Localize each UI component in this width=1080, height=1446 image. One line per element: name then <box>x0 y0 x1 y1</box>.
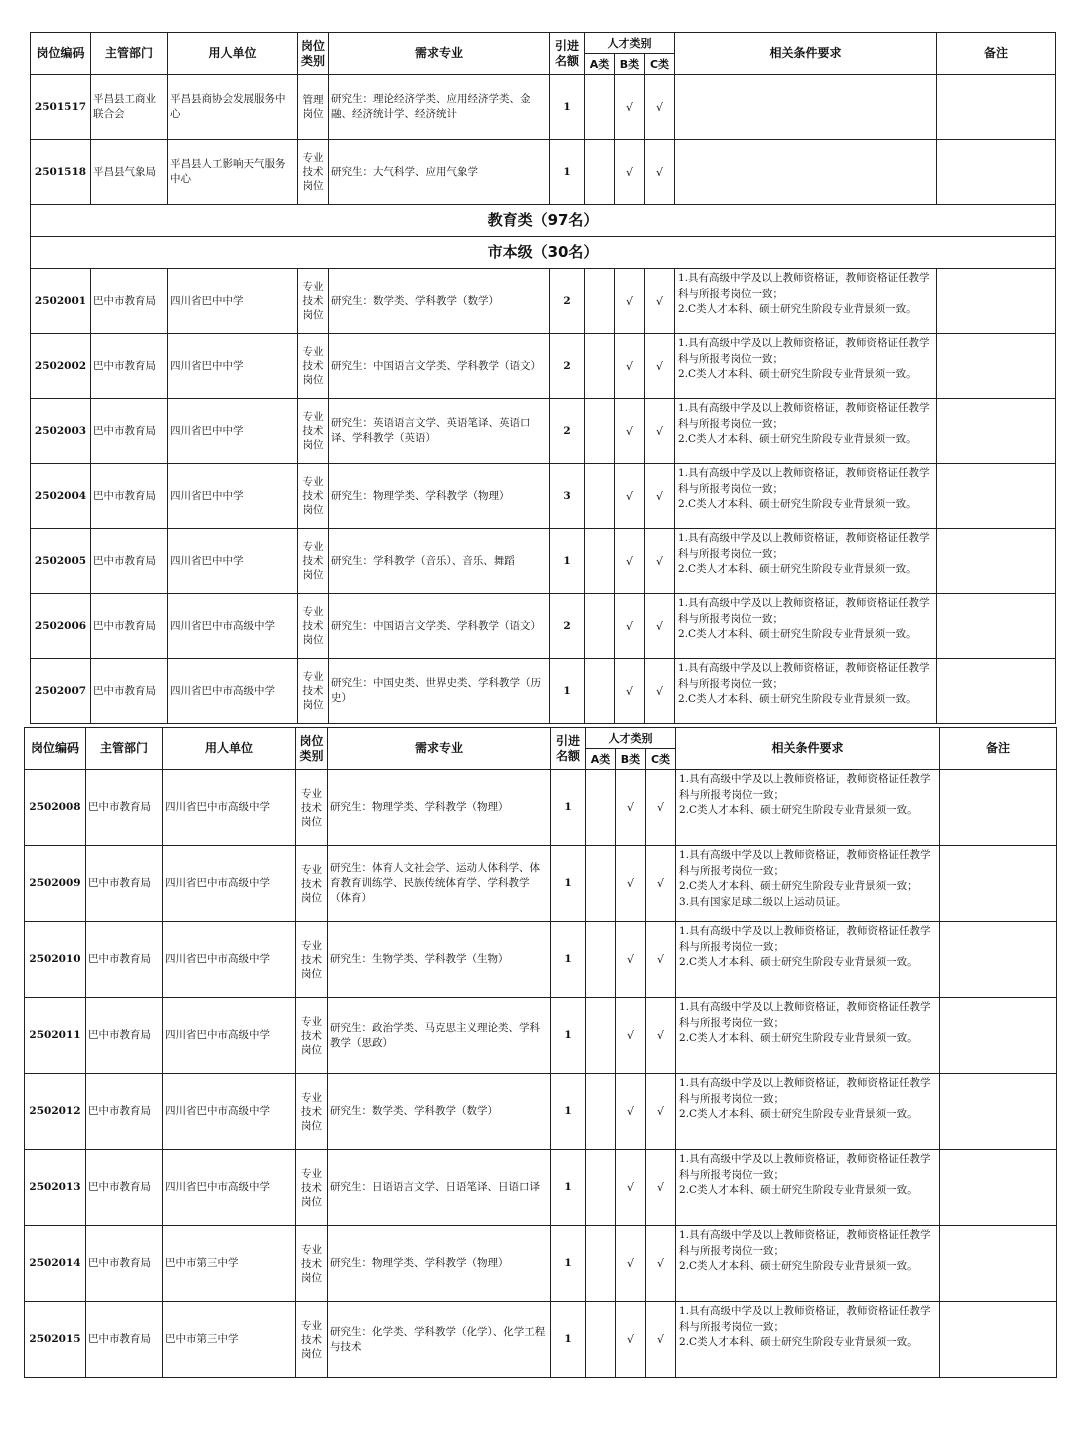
job-table-page-2 <box>24 727 1057 1378</box>
cat-a-cell <box>586 998 616 1074</box>
employer: 四川省巴中中学 <box>168 529 298 594</box>
post-type: 专业技术岗位 <box>296 770 328 846</box>
cat-b-check: √ <box>615 269 645 334</box>
post-type: 专业技术岗位 <box>298 399 329 464</box>
quota: 2 <box>550 399 585 464</box>
cat-b-check: √ <box>615 529 645 594</box>
conditions: 1.具有高级中学及以上教师资格证，教师资格证任教学科与所报考岗位一致； 2.C类人才本科、硕士研究生阶段专业背景须一致。 <box>676 922 940 998</box>
remarks <box>937 464 1056 529</box>
cat-c-check: √ <box>646 1074 676 1150</box>
major: 研究生：理论经济学类、应用经济学类、金融、经济统计学、经济统计 <box>329 75 550 140</box>
dept: 巴中市教育局 <box>86 1150 163 1226</box>
header-talent: 人才类别 <box>586 728 676 749</box>
cat-a-cell <box>585 594 615 659</box>
dept: 巴中市教育局 <box>86 846 163 922</box>
table-row <box>25 770 1057 846</box>
conditions: 1.具有高级中学及以上教师资格证，教师资格证任教学科与所报考岗位一致； 2.C类人才本科、硕士研究生阶段专业背景须一致。 <box>676 770 940 846</box>
major: 研究生：数学类、学科教学（数学） <box>328 1074 551 1150</box>
conditions: 1.具有高级中学及以上教师资格证，教师资格证任教学科与所报考岗位一致； 2.C类人才本科、硕士研究生阶段专业背景须一致。 <box>676 1150 940 1226</box>
post-code: 2502011 <box>25 998 86 1074</box>
post-type: 专业技术岗位 <box>296 1302 328 1378</box>
header-major: 需求专业 <box>329 33 550 75</box>
cat-b-check: √ <box>615 140 645 205</box>
post-code: 2502013 <box>25 1150 86 1226</box>
conditions: 1.具有高级中学及以上教师资格证，教师资格证任教学科与所报考岗位一致； 2.C类人才本科、硕士研究生阶段专业背景须一致。 <box>675 659 937 724</box>
cat-c-check: √ <box>646 770 676 846</box>
conditions: 1.具有高级中学及以上教师资格证，教师资格证任教学科与所报考岗位一致； 2.C类人才本科、硕士研究生阶段专业背景须一致。 <box>675 399 937 464</box>
dept: 巴中市教育局 <box>91 399 168 464</box>
post-type: 专业技术岗位 <box>298 594 329 659</box>
cat-b-check: √ <box>615 659 645 724</box>
major: 研究生：中国语言文学类、学科教学（语文） <box>329 334 550 399</box>
dept: 巴中市教育局 <box>91 269 168 334</box>
quota: 2 <box>550 334 585 399</box>
dept: 巴中市教育局 <box>91 659 168 724</box>
post-code: 2502001 <box>31 269 91 334</box>
quota: 1 <box>550 75 585 140</box>
post-code: 2501517 <box>31 75 91 140</box>
cat-b-check: √ <box>616 770 646 846</box>
cat-a-cell <box>585 334 615 399</box>
employer: 四川省巴中中学 <box>168 464 298 529</box>
conditions: 1.具有高级中学及以上教师资格证，教师资格证任教学科与所报考岗位一致； 2.C类人才本科、硕士研究生阶段专业背景须一致。 <box>676 1074 940 1150</box>
cat-b-check: √ <box>615 334 645 399</box>
quota: 1 <box>551 846 586 922</box>
post-type: 专业技术岗位 <box>296 1150 328 1226</box>
cat-b-check: √ <box>615 594 645 659</box>
dept: 巴中市教育局 <box>86 1302 163 1378</box>
cat-a-cell <box>586 922 616 998</box>
quota: 1 <box>551 1302 586 1378</box>
header-conditions: 相关条件要求 <box>675 33 937 75</box>
employer: 四川省巴中中学 <box>168 269 298 334</box>
dept: 巴中市教育局 <box>86 922 163 998</box>
employer: 四川省巴中市高级中学 <box>163 846 296 922</box>
remarks <box>937 140 1056 205</box>
dept: 巴中市教育局 <box>86 1074 163 1150</box>
cat-c-check: √ <box>645 529 675 594</box>
cat-a-cell <box>586 1302 616 1378</box>
dept: 巴中市教育局 <box>91 529 168 594</box>
post-type: 管理岗位 <box>298 75 329 140</box>
table-row <box>25 1074 1057 1150</box>
conditions: 1.具有高级中学及以上教师资格证，教师资格证任教学科与所报考岗位一致； 2.C类人才本科、硕士研究生阶段专业背景须一致。 <box>675 464 937 529</box>
major: 研究生：学科教学（音乐）、音乐、舞蹈 <box>329 529 550 594</box>
post-code: 2502015 <box>25 1302 86 1378</box>
cat-a-cell <box>586 846 616 922</box>
header-code: 岗位编码 <box>25 728 86 770</box>
dept: 巴中市教育局 <box>91 594 168 659</box>
quota: 1 <box>551 1226 586 1302</box>
cat-b-check: √ <box>616 846 646 922</box>
cat-b-check: √ <box>616 1074 646 1150</box>
cat-c-check: √ <box>646 846 676 922</box>
employer: 四川省巴中市高级中学 <box>168 659 298 724</box>
cat-a-cell <box>585 659 615 724</box>
table-row <box>31 464 1056 529</box>
remarks <box>937 269 1056 334</box>
header-dept: 主管部门 <box>86 728 163 770</box>
header-major: 需求专业 <box>328 728 551 770</box>
cat-b-check: √ <box>616 1150 646 1226</box>
header-post-type: 岗位类别 <box>298 33 329 75</box>
major: 研究生：政治学类、马克思主义理论类、学科教学（思政） <box>328 998 551 1074</box>
cat-b-check: √ <box>616 998 646 1074</box>
cat-c-check: √ <box>645 75 675 140</box>
post-type: 专业技术岗位 <box>298 269 329 334</box>
post-code: 2502010 <box>25 922 86 998</box>
cat-c-check: √ <box>646 1226 676 1302</box>
employer: 巴中市第三中学 <box>163 1226 296 1302</box>
major: 研究生：物理学类、学科教学（物理） <box>329 464 550 529</box>
header-code: 岗位编码 <box>31 33 91 75</box>
quota: 1 <box>550 140 585 205</box>
cat-c-check: √ <box>646 1302 676 1378</box>
post-type: 专业技术岗位 <box>296 998 328 1074</box>
employer: 平昌县商协会发展服务中心 <box>168 75 298 140</box>
conditions: 1.具有高级中学及以上教师资格证，教师资格证任教学科与所报考岗位一致； 2.C类人才本科、硕士研究生阶段专业背景须一致； 3.具有国家足球二级以上运动员证。 <box>676 846 940 922</box>
post-code: 2501518 <box>31 140 91 205</box>
header-unit: 用人单位 <box>168 33 298 75</box>
cat-a-cell <box>585 529 615 594</box>
remarks <box>937 529 1056 594</box>
remarks <box>937 659 1056 724</box>
header-cat-a: A类 <box>586 749 616 770</box>
cat-b-check: √ <box>616 1302 646 1378</box>
major: 研究生：物理学类、学科教学（物理） <box>328 770 551 846</box>
cat-a-cell <box>586 1150 616 1226</box>
post-code: 2502006 <box>31 594 91 659</box>
table-row <box>25 998 1057 1074</box>
header-post-type: 岗位类别 <box>296 728 328 770</box>
dept: 平昌县气象局 <box>91 140 168 205</box>
cat-a-cell <box>585 140 615 205</box>
cat-c-check: √ <box>645 334 675 399</box>
conditions: 1.具有高级中学及以上教师资格证，教师资格证任教学科与所报考岗位一致； 2.C类人才本科、硕士研究生阶段专业背景须一致。 <box>675 529 937 594</box>
conditions <box>675 75 937 140</box>
cat-b-check: √ <box>615 75 645 140</box>
post-type: 专业技术岗位 <box>296 922 328 998</box>
quota: 3 <box>550 464 585 529</box>
cat-c-check: √ <box>645 464 675 529</box>
quota: 2 <box>550 269 585 334</box>
post-type: 专业技术岗位 <box>296 1074 328 1150</box>
header-cat-a: A类 <box>585 54 615 75</box>
remarks <box>940 770 1057 846</box>
quota: 1 <box>551 922 586 998</box>
header-conditions: 相关条件要求 <box>676 728 940 770</box>
post-type: 专业技术岗位 <box>296 1226 328 1302</box>
employer: 四川省巴中市高级中学 <box>163 1074 296 1150</box>
table-row <box>31 269 1056 334</box>
quota: 1 <box>551 998 586 1074</box>
post-type: 专业技术岗位 <box>298 140 329 205</box>
employer: 四川省巴中市高级中学 <box>163 922 296 998</box>
major: 研究生：中国语言文学类、学科教学（语文） <box>329 594 550 659</box>
remarks <box>940 998 1057 1074</box>
post-code: 2502014 <box>25 1226 86 1302</box>
post-code: 2502009 <box>25 846 86 922</box>
table-row <box>31 75 1056 140</box>
post-code: 2502002 <box>31 334 91 399</box>
table-row <box>31 140 1056 205</box>
cat-a-cell <box>586 1074 616 1150</box>
cat-a-cell <box>585 75 615 140</box>
header-cat-b: B类 <box>615 54 645 75</box>
table-row <box>25 1302 1057 1378</box>
quota: 1 <box>551 1150 586 1226</box>
post-code: 2502004 <box>31 464 91 529</box>
post-code: 2502008 <box>25 770 86 846</box>
cat-c-check: √ <box>645 659 675 724</box>
cat-a-cell <box>586 770 616 846</box>
header-quota: 引进名额 <box>551 728 586 770</box>
employer: 四川省巴中市高级中学 <box>163 770 296 846</box>
major: 研究生：体育人文社会学、运动人体科学、体育教育训练学、民族传统体育学、学科教学（体育） <box>328 846 551 922</box>
quota: 1 <box>550 529 585 594</box>
header-unit: 用人单位 <box>163 728 296 770</box>
header-cat-c: C类 <box>645 54 675 75</box>
cat-c-check: √ <box>645 594 675 659</box>
quota: 1 <box>551 770 586 846</box>
remarks <box>940 922 1057 998</box>
header-talent: 人才类别 <box>585 33 675 54</box>
cat-c-check: √ <box>646 1150 676 1226</box>
conditions: 1.具有高级中学及以上教师资格证，教师资格证任教学科与所报考岗位一致； 2.C类人才本科、硕士研究生阶段专业背景须一致。 <box>676 1302 940 1378</box>
employer: 巴中市第三中学 <box>163 1302 296 1378</box>
remarks <box>940 1226 1057 1302</box>
table-row <box>31 399 1056 464</box>
employer: 四川省巴中市高级中学 <box>163 998 296 1074</box>
major: 研究生：生物学类、学科教学（生物） <box>328 922 551 998</box>
employer: 四川省巴中中学 <box>168 334 298 399</box>
table-row <box>25 1150 1057 1226</box>
section-heading-city: 市本级（30名） <box>31 237 1056 269</box>
table-row <box>31 529 1056 594</box>
remarks <box>937 594 1056 659</box>
conditions: 1.具有高级中学及以上教师资格证，教师资格证任教学科与所报考岗位一致； 2.C类人才本科、硕士研究生阶段专业背景须一致。 <box>676 1226 940 1302</box>
major: 研究生：物理学类、学科教学（物理） <box>328 1226 551 1302</box>
major: 研究生：化学类、学科教学（化学）、化学工程与技术 <box>328 1302 551 1378</box>
remarks <box>940 846 1057 922</box>
header-quota: 引进名额 <box>550 33 585 75</box>
remarks <box>940 1150 1057 1226</box>
post-type: 专业技术岗位 <box>298 659 329 724</box>
post-type: 专业技术岗位 <box>298 529 329 594</box>
table-row <box>25 846 1057 922</box>
employer: 四川省巴中市高级中学 <box>168 594 298 659</box>
employer: 平昌县人工影响天气服务中心 <box>168 140 298 205</box>
remarks <box>937 399 1056 464</box>
header-cat-b: B类 <box>616 749 646 770</box>
table-row <box>31 594 1056 659</box>
major: 研究生：日语语言文学、日语笔译、日语口译 <box>328 1150 551 1226</box>
cat-b-check: √ <box>615 464 645 529</box>
major: 研究生：中国史类、世界史类、学科教学（历史） <box>329 659 550 724</box>
post-type: 专业技术岗位 <box>298 464 329 529</box>
table-row <box>31 334 1056 399</box>
quota: 2 <box>550 594 585 659</box>
post-code: 2502012 <box>25 1074 86 1150</box>
conditions <box>675 140 937 205</box>
dept: 平昌县工商业联合会 <box>91 75 168 140</box>
table-row <box>25 1226 1057 1302</box>
header-dept: 主管部门 <box>91 33 168 75</box>
post-code: 2502007 <box>31 659 91 724</box>
remarks <box>940 1074 1057 1150</box>
cat-a-cell <box>585 464 615 529</box>
major: 研究生：大气科学、应用气象学 <box>329 140 550 205</box>
header-cat-c: C类 <box>646 749 676 770</box>
cat-a-cell <box>585 269 615 334</box>
cat-b-check: √ <box>616 1226 646 1302</box>
remarks <box>937 334 1056 399</box>
conditions: 1.具有高级中学及以上教师资格证，教师资格证任教学科与所报考岗位一致； 2.C类人才本科、硕士研究生阶段专业背景须一致。 <box>675 594 937 659</box>
cat-b-check: √ <box>616 922 646 998</box>
remarks <box>940 1302 1057 1378</box>
quota: 1 <box>551 1074 586 1150</box>
cat-c-check: √ <box>646 998 676 1074</box>
table-row <box>31 659 1056 724</box>
table-row <box>25 922 1057 998</box>
post-code: 2502005 <box>31 529 91 594</box>
cat-c-check: √ <box>645 399 675 464</box>
quota: 1 <box>550 659 585 724</box>
dept: 巴中市教育局 <box>86 998 163 1074</box>
dept: 巴中市教育局 <box>86 770 163 846</box>
cat-a-cell <box>586 1226 616 1302</box>
major: 研究生：英语语言文学、英语笔译、英语口译、学科教学（英语） <box>329 399 550 464</box>
cat-c-check: √ <box>645 269 675 334</box>
header-remarks: 备注 <box>940 728 1057 770</box>
section-heading-education: 教育类（97名） <box>31 205 1056 237</box>
employer: 四川省巴中市高级中学 <box>163 1150 296 1226</box>
dept: 巴中市教育局 <box>91 464 168 529</box>
cat-c-check: √ <box>646 922 676 998</box>
post-code: 2502003 <box>31 399 91 464</box>
cat-b-check: √ <box>615 399 645 464</box>
post-type: 专业技术岗位 <box>298 334 329 399</box>
remarks <box>937 75 1056 140</box>
major: 研究生：数学类、学科教学（数学） <box>329 269 550 334</box>
employer: 四川省巴中中学 <box>168 399 298 464</box>
post-type: 专业技术岗位 <box>296 846 328 922</box>
dept: 巴中市教育局 <box>86 1226 163 1302</box>
conditions: 1.具有高级中学及以上教师资格证，教师资格证任教学科与所报考岗位一致； 2.C类人才本科、硕士研究生阶段专业背景须一致。 <box>675 269 937 334</box>
cat-c-check: √ <box>645 140 675 205</box>
conditions: 1.具有高级中学及以上教师资格证，教师资格证任教学科与所报考岗位一致； 2.C类人才本科、硕士研究生阶段专业背景须一致。 <box>676 998 940 1074</box>
cat-a-cell <box>585 399 615 464</box>
header-remarks: 备注 <box>937 33 1056 75</box>
conditions: 1.具有高级中学及以上教师资格证，教师资格证任教学科与所报考岗位一致； 2.C类人才本科、硕士研究生阶段专业背景须一致。 <box>675 334 937 399</box>
dept: 巴中市教育局 <box>91 334 168 399</box>
job-table-page-1 <box>30 32 1056 724</box>
